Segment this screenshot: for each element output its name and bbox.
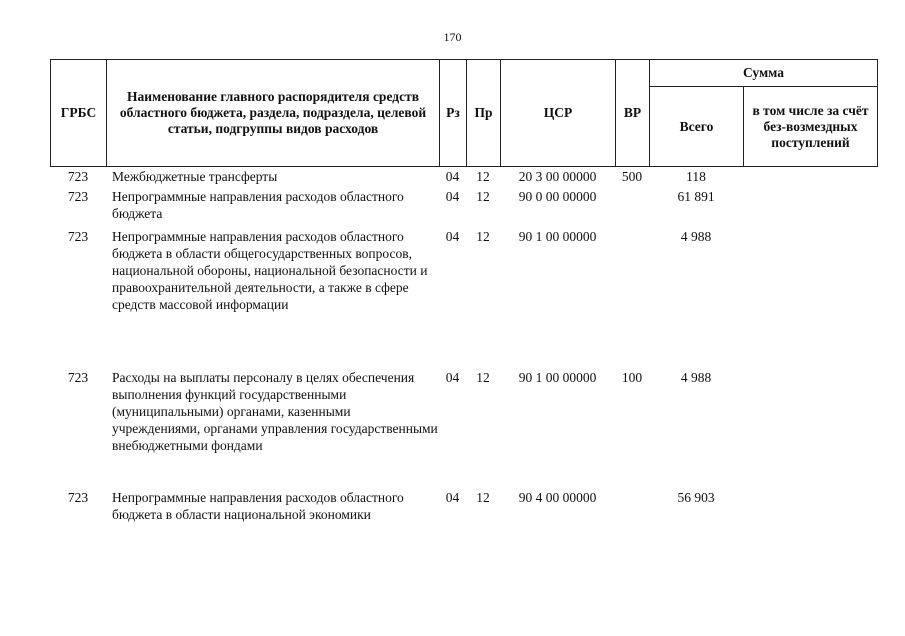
cell-rz: 04 bbox=[445, 169, 460, 184]
cell-rz: 04 bbox=[445, 189, 460, 204]
cell-pr: 12 bbox=[476, 229, 490, 244]
header-free: в том числе за счёт без-возмездных поступлений bbox=[752, 102, 869, 150]
cell-rz: 04 bbox=[445, 490, 460, 505]
cell-grbs: 723 bbox=[67, 169, 89, 184]
cell-csr: 90 1 00 00000 bbox=[518, 370, 597, 385]
cell-grbs: 723 bbox=[67, 189, 89, 204]
cell-pr: 12 bbox=[476, 189, 490, 204]
cell-name: Расходы на выплаты персоналу в целях обеспечения выполнения функций государственными (муниципальными) органами, казенными учреждениями, органами управления государственными внебюджетными фондами bbox=[112, 370, 438, 453]
cell-grbs: 723 bbox=[67, 370, 89, 385]
cell-name: Непрограммные направления расходов областного бюджета в области национальной экономики bbox=[112, 490, 404, 522]
cell-total: 56 903 bbox=[677, 490, 715, 505]
header-total: Всего bbox=[650, 87, 744, 166]
header-pr: Пр bbox=[467, 60, 501, 166]
cell-name: Межбюджетные трансферты bbox=[112, 169, 278, 184]
cell-name: Непрограммные направления расходов областного бюджета в области общегосударственных вопросов, национальной обороны, национальной безопасности и правоохранительной деятельности, а также в сфере средств массовой информации bbox=[112, 229, 428, 312]
cell-vr: 500 bbox=[621, 169, 643, 184]
header-rz: Рз bbox=[440, 60, 467, 166]
cell-pr: 12 bbox=[476, 370, 490, 385]
page-number: 170 bbox=[443, 30, 462, 44]
header-grbs: ГРБС bbox=[51, 60, 107, 166]
cell-grbs: 723 bbox=[67, 229, 89, 244]
cell-name: Непрограммные направления расходов областного бюджета bbox=[112, 189, 404, 221]
header-name: Наименование главного распорядителя средств областного бюджета, раздела, подраздела, целевой статьи, подгруппы видов расходов bbox=[107, 60, 440, 166]
cell-grbs: 723 bbox=[67, 490, 89, 505]
cell-pr: 12 bbox=[476, 490, 490, 505]
cell-total: 4 988 bbox=[680, 370, 712, 385]
cell-rz: 04 bbox=[445, 229, 460, 244]
header-csr: ЦСР bbox=[501, 60, 616, 166]
header-vr: ВР bbox=[616, 60, 650, 166]
cell-rz: 04 bbox=[445, 370, 460, 385]
cell-total: 61 891 bbox=[677, 189, 715, 204]
cell-csr: 90 4 00 00000 bbox=[518, 490, 597, 505]
cell-csr: 90 1 00 00000 bbox=[518, 229, 597, 244]
header-sum: Сумма bbox=[650, 60, 877, 87]
cell-total: 118 bbox=[686, 169, 706, 184]
cell-vr: 100 bbox=[621, 370, 643, 385]
table-header bbox=[50, 59, 878, 167]
cell-total: 4 988 bbox=[680, 229, 712, 244]
cell-csr: 20 3 00 00000 bbox=[518, 169, 597, 184]
cell-pr: 12 bbox=[476, 169, 490, 184]
cell-csr: 90 0 00 00000 bbox=[518, 189, 597, 204]
